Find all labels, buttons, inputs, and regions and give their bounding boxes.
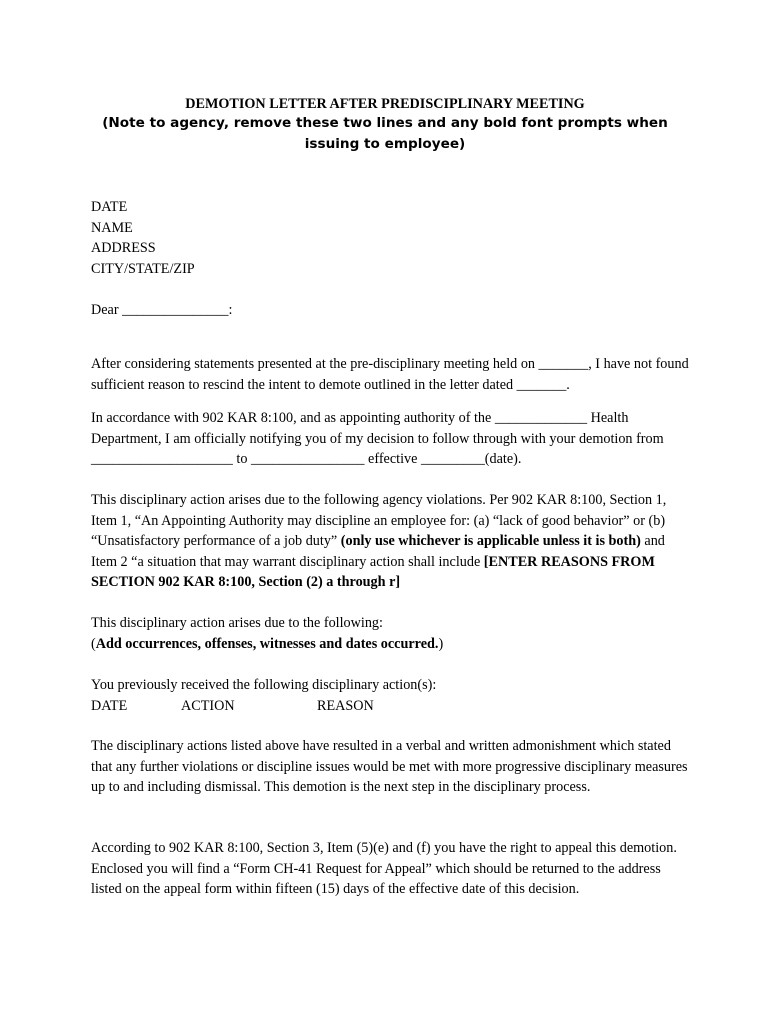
occurrences-prompt: Add occurrences, offenses, witnesses and dates occurred. [95, 635, 439, 652]
prior-actions-header-row [91, 696, 691, 717]
agency-note-line-2: issuing to employee) [304, 136, 466, 152]
violations-prompt: (only use whichever is applicable unless it is both) [340, 533, 641, 550]
violations-text: This disciplinary action arises due to the following agency violations. Per 902 KAR 8:100, Section 1, Item 1, “An Appointing Authority may discipline an employee for: (a) “lack of good behavior” or (b) “Unsatisfactory performance of a job duty” [91, 492, 667, 550]
document-title: DEMOTION LETTER AFTER PREDISCIPLINARY MEETING [185, 96, 585, 112]
header-action: ACTION [181, 697, 235, 714]
address-street: ADDRESS [91, 240, 156, 257]
violations-text-continued: and Item 2 “a situation that may warrant disciplinary action shall include [91, 533, 665, 570]
paragraph-violations [91, 490, 691, 593]
violations-reasons-prompt: [ENTER REASONS FROM SECTION 902 KAR 8:100, Section (2) a through r] [91, 553, 655, 591]
paragraph-progressive-discipline: The disciplinary actions listed above have resulted in a verbal and written admonishment which stated that any further violations or discipline issues would be met with more progressive disciplinary measures up to and including dismissal. This demotion is the next step in the disciplinary process. [91, 738, 688, 796]
occurrences-prompt-line: (Add occurrences, offenses, witnesses and dates occurred.) [91, 635, 444, 652]
paragraph-notification: In accordance with 902 KAR 8:100, and as appointing authority of the _____________ Health Department, I am officially notifying you of my decision to follow through with your demotion from ____________________ to ________________ effective _________(date). [91, 410, 664, 468]
header-reason: REASON [317, 697, 374, 714]
address-block [91, 197, 691, 279]
address-name: NAME [91, 219, 133, 236]
address-city-state-zip: CITY/STATE/ZIP [91, 260, 195, 277]
occurrences-intro: This disciplinary action arises due to the following: [91, 615, 383, 631]
paragraph-reconsideration: After considering statements presented at the pre-disciplinary meeting held on _______, I have not found sufficient reason to rescind the intent to demote outlined in the letter dated _______. [91, 356, 689, 393]
paragraph-appeal-rights: According to 902 KAR 8:100, Section 3, Item (5)(e) and (f) you have the right to appeal this demotion. Enclosed you will find a “Form CH-41 Request for Appeal” which should be returned to the address listed on the appeal form within fifteen (15) days of the effective date of this decision. [91, 840, 677, 898]
header-date: DATE [91, 697, 128, 714]
prior-actions-section [91, 675, 691, 716]
address-date: DATE [91, 199, 128, 215]
agency-note-line-1: (Note to agency, remove these two lines and any bold font prompts when [102, 115, 668, 131]
prior-actions-intro: You previously received the following disciplinary action(s): [91, 677, 437, 693]
salutation: Dear _______________: [91, 302, 233, 318]
agency-note [80, 113, 690, 155]
paragraph-occurrences [91, 613, 691, 654]
